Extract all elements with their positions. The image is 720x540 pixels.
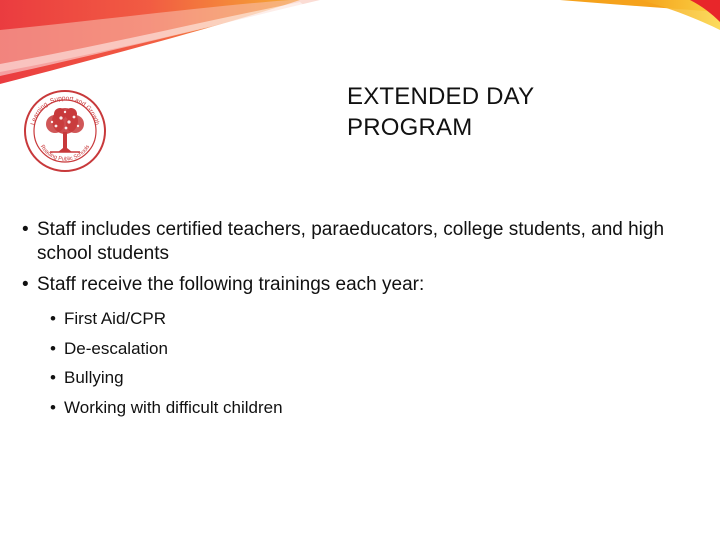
sub-bullet-list: [50, 304, 702, 422]
slide-body: [22, 218, 702, 422]
title-line-2: PROGRAM: [347, 114, 473, 141]
sub-bullet-item: [50, 304, 702, 334]
title-line-1: EXTENDED DAY: [347, 83, 535, 110]
bullet-icon: •: [50, 309, 56, 328]
logo-bottom-text: Reading Public Schools: [38, 144, 92, 163]
sub-bullet-item: [50, 363, 702, 393]
sub-bullet-item: [50, 334, 702, 364]
bullet-text: Staff receive the following trainings each year:: [37, 274, 425, 295]
bullet-icon: •: [50, 397, 56, 417]
bullet-icon: •: [22, 274, 29, 295]
slide-title: [347, 81, 677, 143]
sub-bullet-text: First Aid/CPR: [64, 309, 167, 328]
bullet-icon: •: [50, 368, 56, 387]
sub-bullet-text: De-escalation: [64, 338, 168, 358]
sub-bullet-text: Working with difficult children: [64, 397, 283, 417]
bullet-text: Staff includes certified teachers, paraeducators, college students, and high school students: [37, 219, 665, 264]
sub-bullet-text: Bullying: [64, 368, 124, 387]
bullet-item: [22, 218, 702, 266]
bullet-icon: •: [50, 338, 56, 358]
bullet-item: [22, 273, 702, 297]
logo-top-text: Learning, Support and Growth: [29, 94, 101, 126]
school-logo: [22, 88, 108, 174]
bullet-icon: •: [22, 219, 29, 240]
sub-bullet-item: [50, 393, 702, 423]
